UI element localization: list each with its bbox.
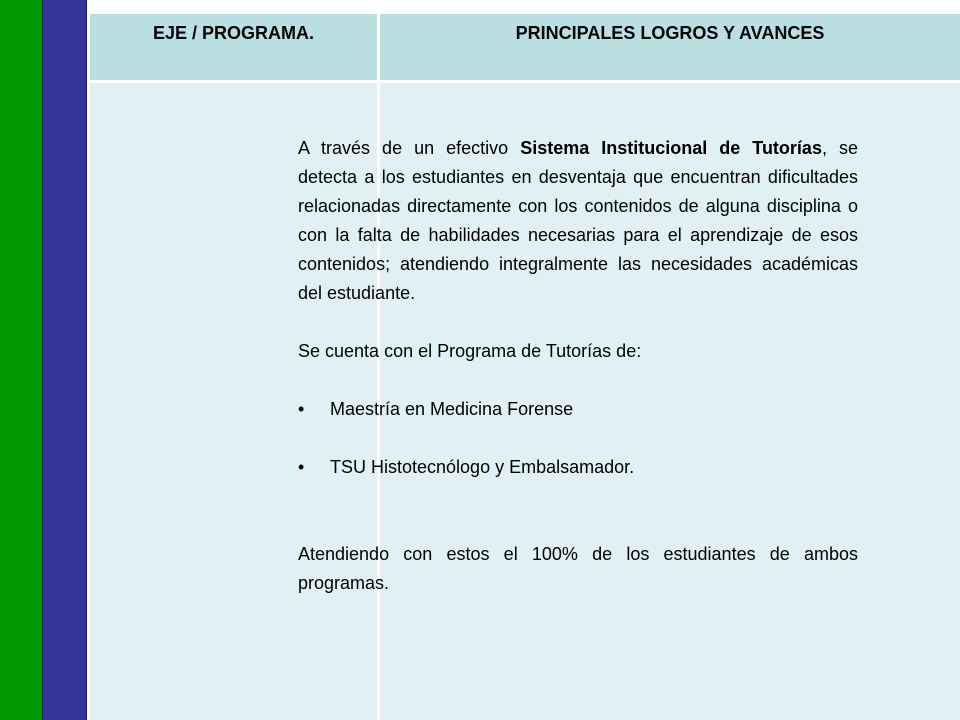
list-item-text: Maestría en Medicina Forense (330, 399, 574, 419)
coverage-paragraph: Atendiendo con estos el 100% de los estudiantes de ambos programas. (298, 544, 858, 593)
paragraph-text-rest: , se detecta a los estudiantes en desventaja que encuentran dificultades relacionadas directamente con los contenidos de alguna disciplina o con la falta de habilidades necesarias para el aprendizaje de esos contenidos; atendiendo integralmente las necesidades académicas del estudiante. (298, 138, 858, 303)
list-item (298, 453, 858, 482)
header-achievements-label: PRINCIPALES LOGROS Y AVANCES (515, 23, 825, 43)
bullet-icon: • (298, 399, 305, 419)
program-intro-paragraph: Se cuenta con el Programa de Tutorías de: (298, 341, 642, 361)
blue-side-stripe (42, 0, 87, 720)
bullet-icon: • (298, 457, 305, 477)
header-cell-program (90, 14, 377, 80)
achievements-text (298, 134, 858, 598)
green-side-stripe (0, 0, 42, 720)
list-item-text: TSU Histotecnólogo y Embalsamador. (330, 457, 635, 477)
tutoring-system-paragraph (298, 134, 858, 308)
paragraph-text-intro: A través de un efectivo (298, 138, 521, 158)
table-header-row (90, 14, 960, 83)
header-cell-achievements (380, 14, 960, 80)
paragraph-text-bold: Sistema Institucional de Tutorías (520, 138, 822, 158)
list-item (298, 395, 858, 424)
header-program-label: EJE / PROGRAMA. (152, 23, 315, 43)
